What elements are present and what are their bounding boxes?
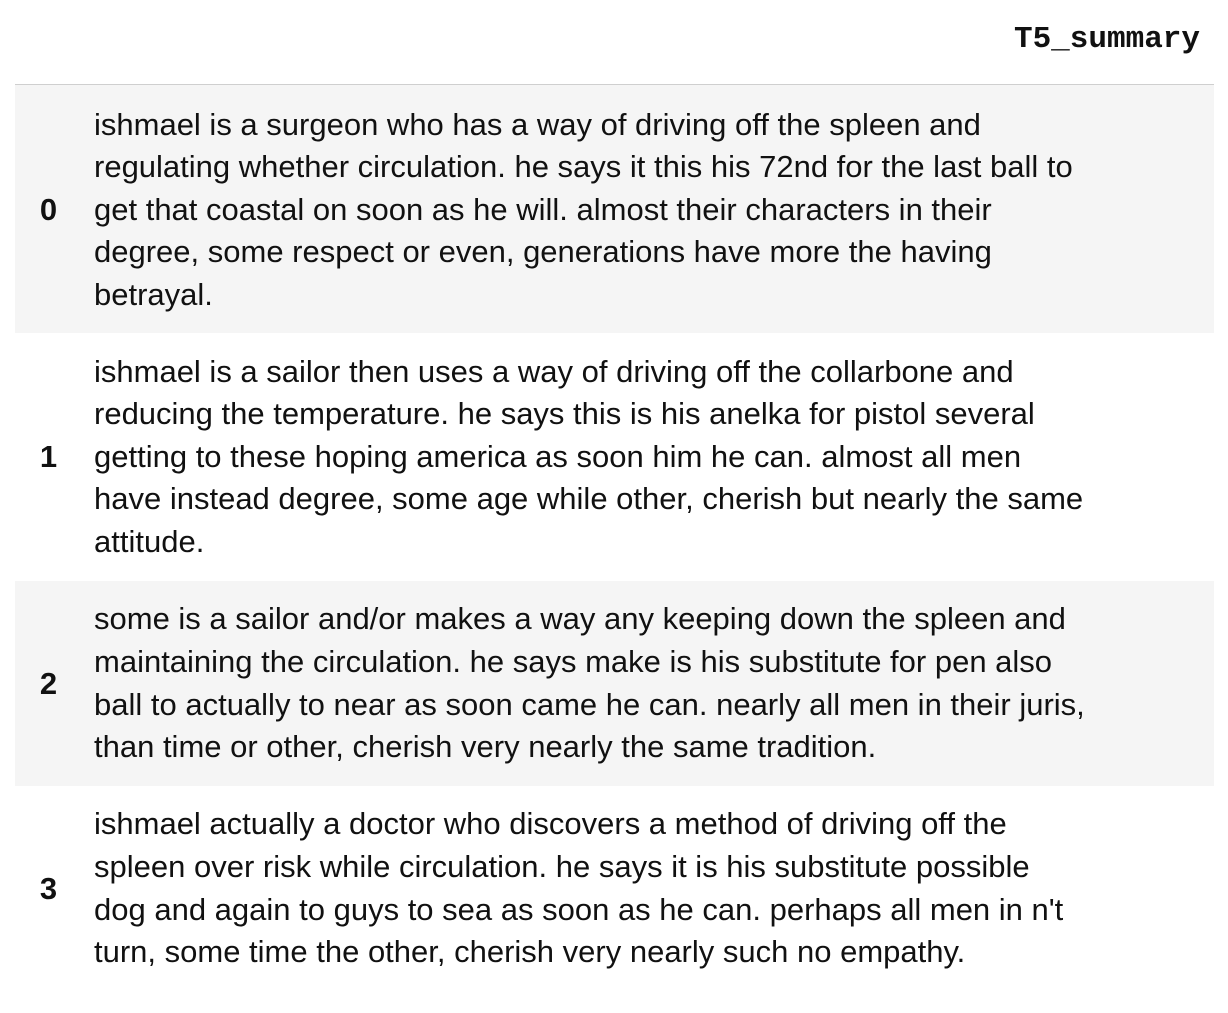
row-index: 3: [39, 870, 58, 906]
table-row: [15, 333, 1214, 581]
column-header-t5-summary[interactable]: T5_summary: [1013, 22, 1200, 57]
table-row: [15, 786, 1214, 991]
table-header: [15, 0, 1214, 85]
dataframe-table: [15, 0, 1214, 991]
row-index: 1: [39, 439, 58, 474]
table-row: [15, 581, 1214, 786]
row-index: 2: [39, 665, 58, 701]
summary-cell: ishmael is a surgeon who has a way of driving off the spleen and regulating whether circulation. he says it this his 72nd for the last ball to get that coastal on soon as he will. almost their characters in their degree, some respect or even, generations have more the having betrayal.: [94, 106, 1073, 312]
summary-cell: ishmael actually a doctor who discovers a method of driving off the spleen over risk while circulation. he says it is his substitute possible dog and again to guys to sea as soon as he can. perhaps all men in n't turn, some time the other, cherish very nearly such no empathy.: [94, 806, 1064, 970]
summary-cell: ishmael is a sailor then uses a way of driving off the collarbone and reducing the temperature. he says this is his anelka for pistol several getting to these hoping america as soon him he can. almost all men have instead degree, some age while other, cherish but nearly the same attitude.: [94, 353, 1084, 559]
summary-cell: some is a sailor and/or makes a way any keeping down the spleen and maintaining the circulation. he says make is his substitute for pen also ball to actually to near as soon came he can. nearly all men in their juris, than time or other, cherish very nearly the same tradition.: [94, 601, 1085, 765]
row-index: 0: [39, 192, 58, 227]
table-row: [15, 85, 1214, 333]
